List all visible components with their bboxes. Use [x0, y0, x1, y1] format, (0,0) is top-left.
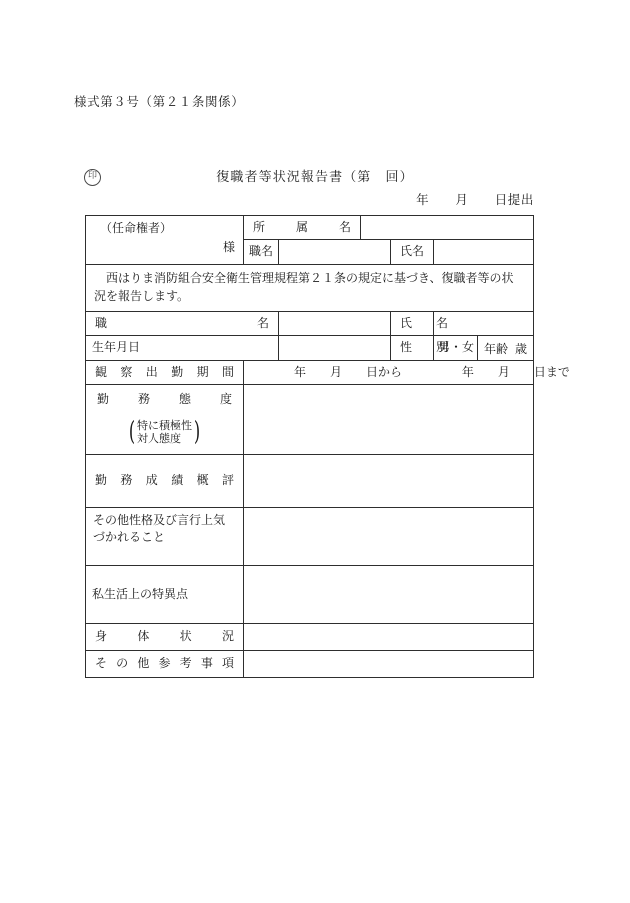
position-label: 職名 [249, 244, 274, 259]
other-traits-label: その他性格及び言行上気づかれること [93, 513, 226, 544]
statement-cell [86, 264, 534, 311]
submission-date-line: 年 月 日提出 [416, 192, 534, 207]
gender-age-cell [434, 336, 534, 360]
age-label: 年齢 [484, 341, 509, 356]
other-reference-label: その他参考事項 [95, 656, 235, 671]
gender-label: 性 別 [400, 340, 449, 355]
physical-condition-value-field[interactable] [244, 624, 534, 651]
other-reference-value-field[interactable] [244, 651, 534, 678]
form-code-label: 様式第３号（第２１条関係） [74, 94, 245, 109]
work-attitude-label-cell [86, 385, 244, 455]
affiliation-label: 所 属 名 [253, 220, 352, 234]
table-row-work-attitude [86, 385, 534, 455]
table-row-birthdate [86, 336, 534, 360]
affiliation-value-field[interactable] [361, 216, 534, 240]
appointer-label: （任命権者） [100, 221, 173, 235]
table-row-other-reference [86, 651, 534, 678]
work-attitude-note-line2: 対人態度 [137, 432, 181, 446]
work-attitude-note [95, 416, 234, 447]
right-paren-glyph: ) [193, 416, 201, 447]
observation-period-value-cell[interactable] [244, 360, 570, 384]
document-title: 復職者等状況報告書（第 回） [216, 170, 414, 185]
table-row-other-traits [86, 508, 534, 566]
work-attitude-note-line1: 特に積極性 [137, 418, 192, 432]
subject-name-label-cell [391, 311, 449, 335]
performance-summary-label-cell [86, 455, 244, 508]
seal-stamp-icon: 印 [84, 169, 101, 186]
appointer-name-value-field[interactable] [434, 240, 534, 264]
job-title-label-cell [86, 311, 279, 335]
table-row-performance-summary [86, 455, 534, 508]
appointer-cell [86, 216, 244, 265]
birthdate-label: 生年月日 [92, 340, 141, 355]
performance-summary-label: 勤 務 成 績 概 評 [95, 473, 235, 488]
position-value-field[interactable] [279, 240, 391, 264]
other-traits-value-field[interactable] [244, 508, 534, 566]
observation-period-to: 年 月 日まで [461, 364, 570, 379]
performance-summary-value-field[interactable] [244, 455, 534, 508]
gender-label-cell [391, 336, 449, 360]
subject-name-value-field[interactable] [434, 311, 534, 335]
gender-options-cell[interactable] [434, 336, 478, 359]
work-attitude-label: 勤 務 態 度 [97, 392, 233, 407]
physical-condition-label: 身 体 状 況 [95, 629, 235, 644]
table-row-job-title [86, 311, 534, 335]
table-row-private-life [86, 566, 534, 624]
observation-period-from: 年 月 日から [294, 364, 403, 379]
age-cell[interactable] [478, 336, 534, 359]
appointer-honorific: 様 [223, 240, 236, 255]
appointer-name-label: 氏名 [400, 244, 425, 259]
other-traits-label-cell [86, 508, 244, 566]
work-attitude-value-field[interactable] [244, 385, 534, 455]
table-row-statement [86, 264, 534, 311]
report-form-table [85, 215, 570, 678]
appointer-name-label-cell [391, 240, 434, 264]
position-label-cell [244, 240, 279, 264]
birthdate-label-cell [86, 336, 279, 360]
other-reference-label-cell [86, 651, 244, 678]
table-row-observation-period [86, 360, 534, 384]
subject-name-label: 氏 名 [400, 315, 449, 330]
affiliation-label-cell [244, 216, 361, 240]
observation-period-label: 観察出勤期間 [95, 364, 235, 379]
private-life-value-field[interactable] [244, 566, 534, 624]
table-row-appointer-affiliation [86, 216, 534, 240]
table-row-physical-condition [86, 624, 534, 651]
job-title-label: 職 名 [95, 315, 270, 330]
private-life-label: 私生活上の特異点 [92, 586, 189, 601]
left-paren-glyph: ( [128, 416, 136, 447]
physical-condition-label-cell [86, 624, 244, 651]
gender-options: 男・女 [438, 340, 475, 355]
job-title-value-field[interactable] [279, 311, 391, 335]
age-unit-label: 歳 [515, 341, 528, 356]
observation-period-label-cell [86, 360, 244, 384]
statement-text: 西はりま消防組合安全衛生管理規程第２１条の規定に基づき、復職者等の状況を報告します。 [94, 270, 514, 304]
private-life-label-cell [86, 566, 244, 624]
birthdate-value-field[interactable] [279, 336, 391, 360]
